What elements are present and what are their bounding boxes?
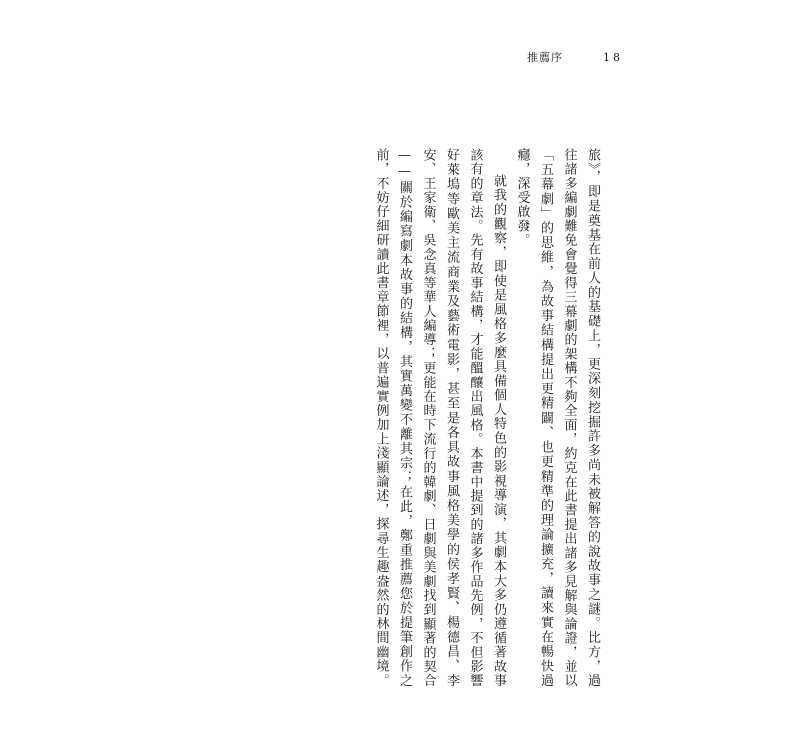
- paragraph-continuation: 旅》，即是奠基在前人的基礎上，更深刻挖掘許多尚未被解答的說故事之謎。比方，過往諸多編劇難免會覺得三幕劇的架構不夠全面，約克在此書提出諸多見解與論證，並以「五幕劇」的思維，為故事結構提出更精闢、也更精準的理論擴充，讀來實在暢快過癮，深受啟發。: [514, 148, 600, 688]
- paragraph-observation: 就我的觀察，即使是風格多麼具備個人特色的影視導演，其劇本大多仍遵循著故事該有的章法。先有故事結構，才能醞釀出風格。本書中提到的諸多作品先例，不但影響好萊塢等歐美主流商業及藝術電影，甚至是各具故事風格美學的侯孝賢、楊德昌、李安、王家衛、吳念真等華人編導；更能在時下流行的韓劇、日劇與美劇找到顯著的契合——關於編寫劇本故事的結構，其實萬變不離其宗；在此，鄭重推薦您於提筆創作之前，不妨仔細研讀此書章節裡，以普遍實例加上淺顯論述，探尋生趣盎然的林間幽境。: [373, 148, 506, 688]
- vertical-body-text: [369, 148, 618, 688]
- page-number: 18: [603, 51, 623, 64]
- running-head-title: 推薦序: [527, 51, 563, 64]
- running-head: [527, 49, 623, 65]
